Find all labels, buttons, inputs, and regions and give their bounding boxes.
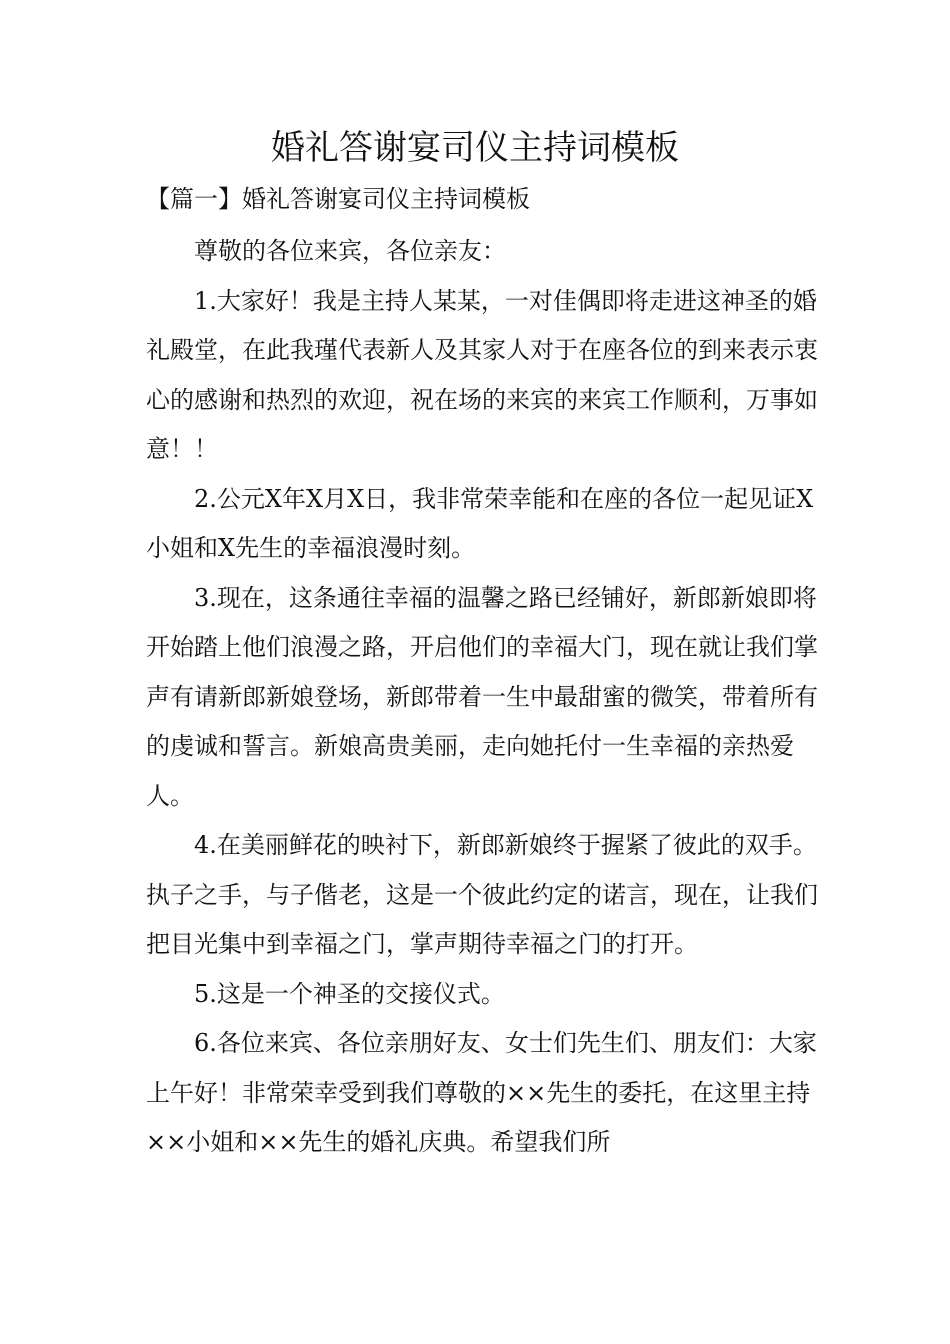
document-title: 婚礼答谢宴司仪主持词模板: [271, 128, 679, 168]
document-body: [146, 227, 821, 1168]
paragraph-5: 5.这是一个神圣的交接仪式。: [194, 979, 505, 1008]
paragraph-1: 1.大家好！我是主持人某某，一对佳偶即将走进这神圣的婚礼殿堂，在此我瑾代表新人及其家人对于在座各位的到来表示衷心的感谢和热烈的欢迎，祝在场的来宾的来宾工作顺利，万事如意！！: [146, 286, 818, 463]
paragraph-3: 3.现在，这条通往幸福的温馨之路已经铺好，新郎新娘即将开始踏上他们浪漫之路，开启他们的幸福大门，现在就让我们掌声有请新郎新娘登场，新郎带着一生中最甜蜜的微笑，带着所有的虔诚和誓言。新娘高贵美丽，走向她托付一生幸福的亲热爱人。: [146, 583, 818, 810]
paragraph-4: 4.在美丽鲜花的映衬下，新郎新娘终于握紧了彼此的双手。执子之手，与子偕老，这是一个彼此约定的诺言，现在，让我们把目光集中到幸福之门，掌声期待幸福之门的打开。: [146, 831, 818, 958]
section-heading: 【篇一】婚礼答谢宴司仪主持词模板: [146, 185, 530, 213]
paragraph-2: 2.公元X年X月X日，我非常荣幸能和在座的各位一起见证X小姐和X先生的幸福浪漫时刻。: [146, 484, 814, 562]
paragraph-greeting: 尊敬的各位来宾，各位亲友：: [194, 237, 506, 265]
paragraph-6: 6.各位来宾、各位亲朋好友、女士们先生们、朋友们：大家上午好！非常荣幸受到我们尊敬的××先生的委托，在这里主持××小姐和××先生的婚礼庆典。希望我们所: [146, 1029, 817, 1156]
